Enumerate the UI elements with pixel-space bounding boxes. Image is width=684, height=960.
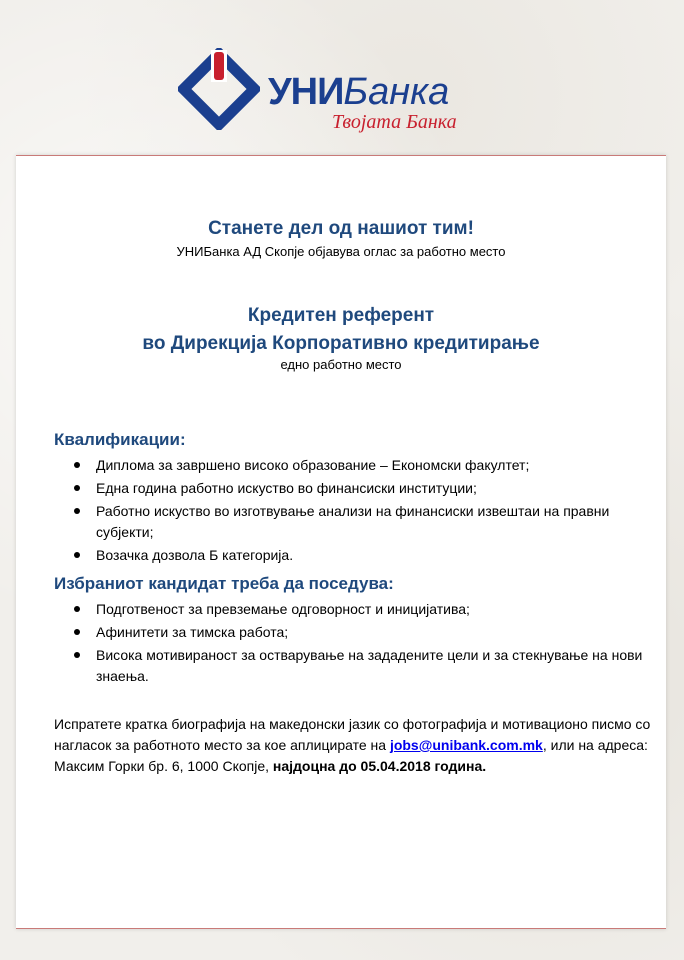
ad-subheading: УНИБанка АД Скопје објавува оглас за работно место <box>176 244 506 259</box>
logo-wordmark <box>268 72 449 112</box>
list-item: Возачка дозвола Б категорија. <box>54 545 644 566</box>
ad-heading: Станете дел од нашиот тим! <box>208 218 474 239</box>
deadline-text: најдоцна до 05.04.2018 година. <box>272 758 487 774</box>
logo-name-strong: УНИ <box>268 71 344 113</box>
contact-text-part1: Испратете кратка биографија на македонски јазик со фотографија и мотивационо писмо со нагласок за работното место за кое аплицирате на <box>54 716 651 753</box>
position-title <box>16 302 666 358</box>
position-count: едно работно место <box>280 357 402 372</box>
qualifications-title: Квалификации: <box>54 430 186 449</box>
list-item: Подготвеност за превземање одговорност и иницијатива; <box>54 599 644 620</box>
email-link[interactable]: jobs@unibank.com.mk <box>389 737 543 753</box>
candidate-list <box>54 599 644 689</box>
position-title-line2: во Дирекција Корпоративно кредитирање <box>142 333 540 354</box>
list-item: Една година работно искуство во финансиски институции; <box>54 478 644 499</box>
list-item: Афинитети за тимска работа; <box>54 622 644 643</box>
job-ad-panel <box>16 155 666 929</box>
list-item: Висока мотивираност за остварување на зададените цели и за стекнување на нови знаења. <box>54 645 644 687</box>
position-title-line1: Кредитен референт <box>247 305 435 326</box>
bank-logo[interactable] <box>178 48 488 138</box>
contact-paragraph <box>54 714 654 777</box>
logo-name-soft: Банка <box>343 71 450 113</box>
header <box>0 0 684 156</box>
candidate-title: Избраниот кандидат треба да поседува: <box>54 574 394 593</box>
logo-tagline: Твојата Банка <box>332 111 457 133</box>
list-item: Диплома за завршено високо образование – Економски факултет; <box>54 455 644 476</box>
list-item: Работно искуство во изготвување анализи на финансиски извештаи на правни субјекти; <box>54 501 644 543</box>
logo-mark-icon <box>178 48 260 130</box>
qualifications-list <box>54 455 644 568</box>
contact-text-part2: , или на адреса: Максим Горки бр. 6, 1000 Скопје, <box>54 737 648 774</box>
